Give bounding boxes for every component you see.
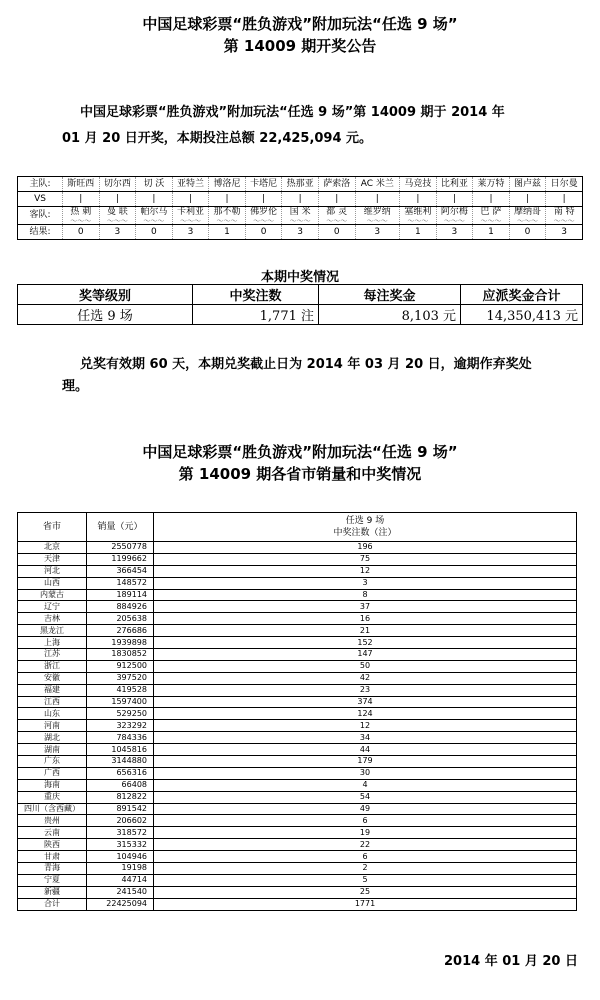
province-name: 上海 <box>18 637 87 649</box>
away-team-underline: ～～～ <box>216 217 238 225</box>
province-row <box>18 863 577 875</box>
notice-line-1: 兑奖有效期 60 天，本期兑奖截止日为 2014 年 03 月 20 日，逾期作弃奖处 <box>80 357 532 372</box>
province-name: 青海 <box>18 863 87 875</box>
winners-header-line-1: 任选 9 场 <box>345 516 385 526</box>
province-name: 四川（含西藏） <box>18 803 87 815</box>
province-sales: 104946 <box>87 851 154 863</box>
province-name: 宁夏 <box>18 874 87 886</box>
province-table <box>17 512 577 911</box>
away-team-name: 摩纳哥 <box>514 207 542 217</box>
away-team-cell <box>209 207 246 225</box>
vs-divider: | <box>318 192 355 207</box>
away-team-name: 热 刺 <box>70 207 92 217</box>
home-team-cell: 切 沃 <box>136 177 173 192</box>
province-row <box>18 791 577 803</box>
province-winners: 3 <box>154 577 577 589</box>
home-label: 主队: <box>18 177 63 192</box>
match-result-cell: 1 <box>400 225 437 240</box>
province-name: 新疆 <box>18 886 87 898</box>
province-table-body <box>18 542 577 911</box>
province-winners: 23 <box>154 684 577 696</box>
province-name: 浙江 <box>18 660 87 672</box>
announcement-title: 中国足球彩票“胜负游戏”附加玩法“任选 9 场” <box>142 15 458 33</box>
away-team-cell <box>245 207 282 225</box>
prize-header-per: 每注奖金 <box>319 285 461 305</box>
result-label: 结果: <box>18 225 63 240</box>
province-row <box>18 660 577 672</box>
province-row <box>18 684 577 696</box>
home-team-row <box>18 177 583 192</box>
province-row <box>18 851 577 863</box>
intro-line-1: 中国足球彩票“胜负游戏”附加玩法“任选 9 场”第 14009 期于 2014 年 <box>80 105 505 120</box>
province-name: 黑龙江 <box>18 625 87 637</box>
prize-header-count: 中奖注数 <box>193 285 319 305</box>
province-winners: 16 <box>154 613 577 625</box>
province-winners: 30 <box>154 767 577 779</box>
province-name: 甘肃 <box>18 851 87 863</box>
province-name: 福建 <box>18 684 87 696</box>
away-team-name: 卡利亚 <box>176 207 204 217</box>
province-winners: 25 <box>154 886 577 898</box>
notice-line-2: 理。 <box>62 379 89 394</box>
vs-divider: | <box>509 192 546 207</box>
away-team-cell <box>282 207 319 225</box>
province-row <box>18 637 577 649</box>
winners-header-line-2: 中奖注数（注） <box>333 528 397 538</box>
province-sales: 205638 <box>87 613 154 625</box>
away-team-underline: ～～～ <box>289 217 311 225</box>
province-winners: 44 <box>154 744 577 756</box>
sales-header: 销量（元） <box>87 513 154 542</box>
vs-divider: | <box>355 192 400 207</box>
away-team-underline: ～～～ <box>143 217 165 225</box>
province-row <box>18 589 577 601</box>
province-name: 河南 <box>18 720 87 732</box>
province-row <box>18 553 577 565</box>
province-row <box>18 613 577 625</box>
home-team-cell: AC 米兰 <box>355 177 400 192</box>
province-sales: 884926 <box>87 601 154 613</box>
province-row <box>18 672 577 684</box>
province-winners: 19 <box>154 827 577 839</box>
vs-divider: | <box>63 192 100 207</box>
vs-divider: | <box>245 192 282 207</box>
province-name: 重庆 <box>18 791 87 803</box>
province-row <box>18 886 577 898</box>
vs-divider: | <box>136 192 173 207</box>
province-sales: 19198 <box>87 863 154 875</box>
province-name: 天津 <box>18 553 87 565</box>
province-name: 贵州 <box>18 815 87 827</box>
vs-divider: | <box>172 192 209 207</box>
match-result-cell: 3 <box>355 225 400 240</box>
province-winners: 54 <box>154 791 577 803</box>
province-sales: 656316 <box>87 767 154 779</box>
home-team-cell: 斯旺西 <box>63 177 100 192</box>
away-team-cell <box>318 207 355 225</box>
away-team-name: 佛罗伦 <box>250 207 278 217</box>
province-name: 河北 <box>18 565 87 577</box>
away-team-name: 国 米 <box>289 207 311 217</box>
province-row <box>18 779 577 791</box>
province-winners: 196 <box>154 542 577 554</box>
vs-divider: | <box>436 192 473 207</box>
footer-date: 2014 年 01 月 20 日 <box>444 954 578 969</box>
province-sales: 1939898 <box>87 637 154 649</box>
province-name: 陕西 <box>18 839 87 851</box>
province-sales: 3144880 <box>87 756 154 768</box>
province-name: 广东 <box>18 756 87 768</box>
province-sales: 812822 <box>87 791 154 803</box>
province-name: 吉林 <box>18 613 87 625</box>
match-result-cell: 0 <box>245 225 282 240</box>
prize-count: 1,771 注 <box>193 305 319 325</box>
home-team-cell: 卡塔尼 <box>245 177 282 192</box>
province-row <box>18 815 577 827</box>
announcement-subtitle: 第 14009 期开奖公告 <box>223 37 377 55</box>
province-sales: 1830852 <box>87 649 154 661</box>
match-result-cell: 3 <box>436 225 473 240</box>
away-team-underline: ～～～ <box>70 217 92 225</box>
province-row <box>18 542 577 554</box>
province-winners: 2 <box>154 863 577 875</box>
province-row <box>18 827 577 839</box>
province-sales: 1045816 <box>87 744 154 756</box>
province-name: 海南 <box>18 779 87 791</box>
province-sales: 318572 <box>87 827 154 839</box>
away-team-cell <box>136 207 173 225</box>
away-team-underline: ～～～ <box>480 217 502 225</box>
vs-divider: | <box>282 192 319 207</box>
vs-divider: | <box>473 192 510 207</box>
prize-caption: 本期中奖情况 <box>260 270 339 285</box>
province-sales: 912500 <box>87 660 154 672</box>
province-row <box>18 565 577 577</box>
province-sales: 241540 <box>87 886 154 898</box>
away-team-cell <box>355 207 400 225</box>
away-team-cell <box>473 207 510 225</box>
vs-divider: | <box>400 192 437 207</box>
home-team-cell: 热那亚 <box>282 177 319 192</box>
prize-row <box>18 305 583 325</box>
away-team-underline: ～～～ <box>517 217 539 225</box>
province-name: 北京 <box>18 542 87 554</box>
province-row <box>18 696 577 708</box>
away-team-cell <box>546 207 583 225</box>
province-sales: 1597400 <box>87 696 154 708</box>
province-winners: 1771 <box>154 898 577 910</box>
match-result-cell: 1 <box>473 225 510 240</box>
province-winners: 37 <box>154 601 577 613</box>
home-team-cell: 亚特兰 <box>172 177 209 192</box>
prize-table <box>17 284 583 325</box>
match-result-cell: 3 <box>546 225 583 240</box>
province-sales: 206602 <box>87 815 154 827</box>
province-sales: 66408 <box>87 779 154 791</box>
away-team-cell <box>436 207 473 225</box>
province-name: 湖南 <box>18 744 87 756</box>
province-winners: 8 <box>154 589 577 601</box>
province-name: 合计 <box>18 898 87 910</box>
away-label: 客队: <box>18 207 63 225</box>
away-team-name: 曼 联 <box>106 207 128 217</box>
province-sales: 276686 <box>87 625 154 637</box>
away-team-cell <box>172 207 209 225</box>
province-sales: 22425094 <box>87 898 154 910</box>
match-table <box>17 176 583 240</box>
province-winners: 34 <box>154 732 577 744</box>
province-sales: 397520 <box>87 672 154 684</box>
match-result-cell: 0 <box>318 225 355 240</box>
province-row <box>18 839 577 851</box>
province-header: 省市 <box>18 513 87 542</box>
province-name: 山西 <box>18 577 87 589</box>
province-winners: 75 <box>154 553 577 565</box>
away-team-underline: ～～～ <box>407 217 429 225</box>
match-result-cell: 0 <box>63 225 100 240</box>
away-team-name: 那不勒 <box>213 207 241 217</box>
province-row <box>18 625 577 637</box>
prize-header-total: 应派奖金合计 <box>461 285 583 305</box>
province-winners: 22 <box>154 839 577 851</box>
prize-level: 任选 9 场 <box>18 305 193 325</box>
province-sales: 148572 <box>87 577 154 589</box>
match-result-cell: 3 <box>282 225 319 240</box>
province-winners: 124 <box>154 708 577 720</box>
province-row <box>18 720 577 732</box>
province-winners: 152 <box>154 637 577 649</box>
intro-line-2: 01 月 20 日开奖，本期投注总额 22,425,094 元。 <box>62 131 373 146</box>
match-result-cell: 0 <box>509 225 546 240</box>
section2-title: 中国足球彩票“胜负游戏”附加玩法“任选 9 场” <box>142 443 458 461</box>
province-winners: 4 <box>154 779 577 791</box>
province-winners: 179 <box>154 756 577 768</box>
province-name: 广西 <box>18 767 87 779</box>
match-result-cell: 1 <box>209 225 246 240</box>
province-sales: 1199662 <box>87 553 154 565</box>
prize-total: 14,350,413 元 <box>461 305 583 325</box>
province-row <box>18 732 577 744</box>
away-team-cell <box>63 207 100 225</box>
away-team-cell <box>509 207 546 225</box>
province-row <box>18 744 577 756</box>
home-team-cell: 博洛尼 <box>209 177 246 192</box>
away-team-name: 塞维利 <box>404 207 432 217</box>
province-row <box>18 649 577 661</box>
province-name: 内蒙古 <box>18 589 87 601</box>
home-team-cell: 比利亚 <box>436 177 473 192</box>
province-name: 湖北 <box>18 732 87 744</box>
province-winners: 6 <box>154 815 577 827</box>
province-row <box>18 803 577 815</box>
province-name: 云南 <box>18 827 87 839</box>
result-row <box>18 225 583 240</box>
vs-row <box>18 192 583 207</box>
away-team-name: 维罗纳 <box>363 207 391 217</box>
prize-header-level: 奖等级别 <box>18 285 193 305</box>
away-team-name: 南 特 <box>553 207 575 217</box>
province-sales: 2550778 <box>87 542 154 554</box>
away-team-name: 帕尔马 <box>140 207 168 217</box>
total-row <box>18 898 577 910</box>
away-team-name: 阿尔梅 <box>440 207 468 217</box>
home-team-cell: 切尔西 <box>99 177 136 192</box>
away-team-underline: ～～～ <box>443 217 465 225</box>
away-team-underline: ～～～ <box>106 217 128 225</box>
home-team-cell: 日尔曼 <box>546 177 583 192</box>
province-row <box>18 756 577 768</box>
province-row <box>18 767 577 779</box>
away-team-underline: ～～～ <box>366 217 388 225</box>
province-sales: 323292 <box>87 720 154 732</box>
province-sales: 366454 <box>87 565 154 577</box>
province-winners: 21 <box>154 625 577 637</box>
province-name: 江西 <box>18 696 87 708</box>
province-name: 江苏 <box>18 649 87 661</box>
province-sales: 784336 <box>87 732 154 744</box>
province-winners: 5 <box>154 874 577 886</box>
province-sales: 44714 <box>87 874 154 886</box>
province-winners: 147 <box>154 649 577 661</box>
province-sales: 189114 <box>87 589 154 601</box>
province-row <box>18 874 577 886</box>
province-name: 山东 <box>18 708 87 720</box>
winners-header <box>154 513 577 542</box>
away-team-cell <box>400 207 437 225</box>
away-team-underline: ～～～ <box>253 217 275 225</box>
away-team-cell <box>99 207 136 225</box>
away-team-name: 巴 萨 <box>480 207 502 217</box>
match-result-cell: 3 <box>172 225 209 240</box>
province-sales: 529250 <box>87 708 154 720</box>
match-result-cell: 3 <box>99 225 136 240</box>
prize-per: 8,103 元 <box>319 305 461 325</box>
province-name: 安徽 <box>18 672 87 684</box>
province-winners: 42 <box>154 672 577 684</box>
province-winners: 12 <box>154 565 577 577</box>
province-sales: 315332 <box>87 839 154 851</box>
province-row <box>18 601 577 613</box>
province-name: 辽宁 <box>18 601 87 613</box>
vs-label: VS <box>18 192 63 207</box>
away-team-row <box>18 207 583 225</box>
home-team-cell: 马竞技 <box>400 177 437 192</box>
prize-header-row <box>18 285 583 305</box>
away-team-underline: ～～～ <box>179 217 201 225</box>
vs-divider: | <box>99 192 136 207</box>
province-winners: 374 <box>154 696 577 708</box>
away-team-name: 都 灵 <box>326 207 348 217</box>
province-winners: 50 <box>154 660 577 672</box>
home-team-cell: 萨索洛 <box>318 177 355 192</box>
away-team-underline: ～～～ <box>553 217 575 225</box>
province-header-row <box>18 513 577 542</box>
province-row <box>18 577 577 589</box>
away-team-underline: ～～～ <box>326 217 348 225</box>
home-team-cell: 莱万特 <box>473 177 510 192</box>
province-winners: 49 <box>154 803 577 815</box>
match-result-cell: 0 <box>136 225 173 240</box>
province-winners: 12 <box>154 720 577 732</box>
vs-divider: | <box>546 192 583 207</box>
province-winners: 6 <box>154 851 577 863</box>
section2-subtitle: 第 14009 期各省市销量和中奖情况 <box>178 465 422 483</box>
province-sales: 891542 <box>87 803 154 815</box>
province-row <box>18 708 577 720</box>
province-sales: 419528 <box>87 684 154 696</box>
home-team-cell: 图卢兹 <box>509 177 546 192</box>
vs-divider: | <box>209 192 246 207</box>
